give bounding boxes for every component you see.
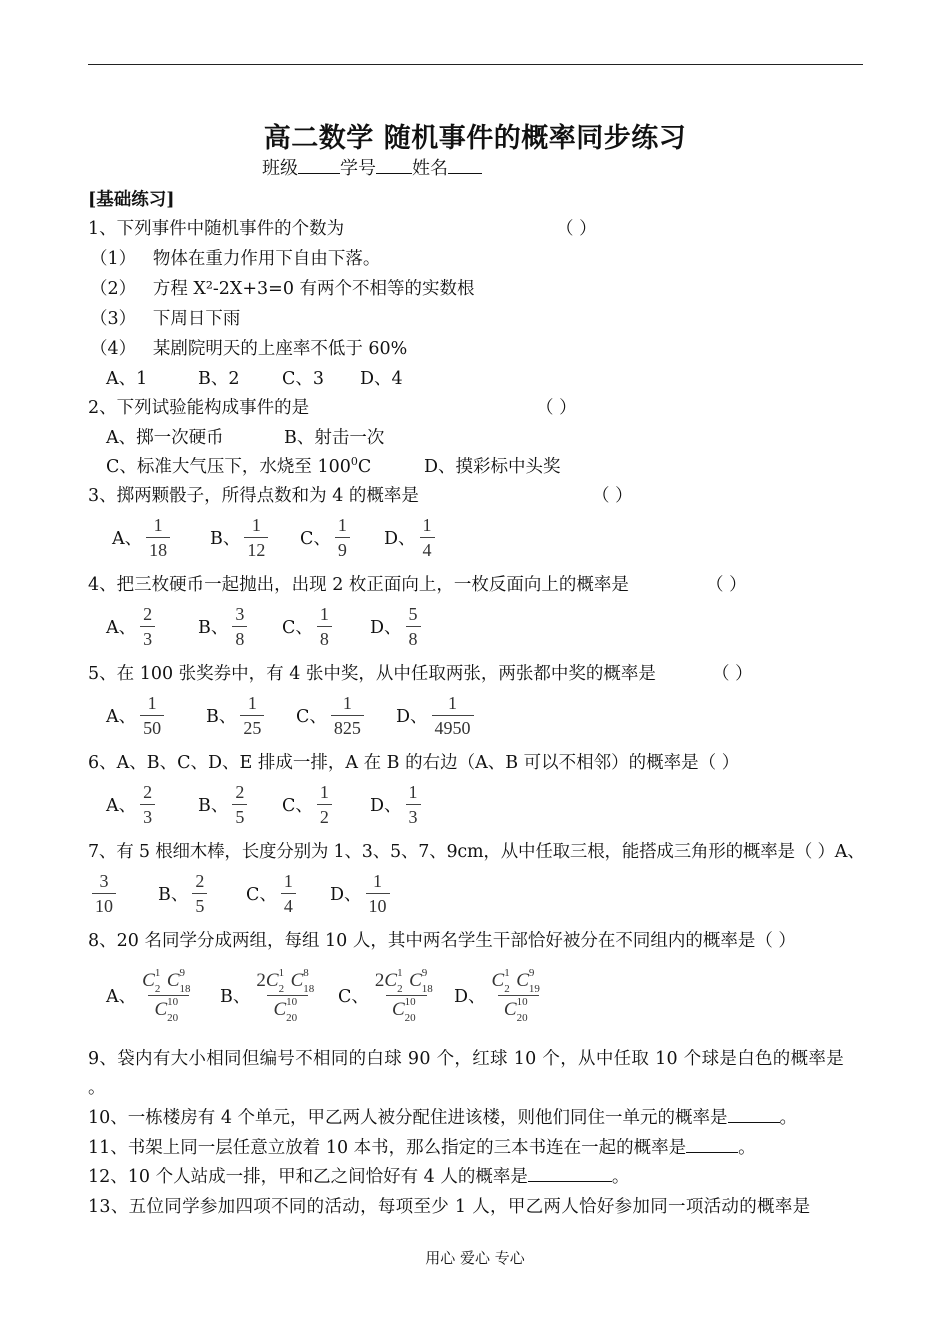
page-footer: 用心 爱心 专心 [425,1249,525,1267]
answer-paren-1[interactable]: （ ） [556,219,597,239]
q1-item-2: （2） 方程 X²-2X+3=0 有两个不相等的实数根 [90,279,475,299]
q1-item-4: （4） 某剧院明天的上座率不低于 60% [90,339,408,359]
q3-option-b[interactable]: B、 $\frac{1}{12}$ [210,510,268,564]
q1-option-c[interactable]: C、3 [282,369,325,389]
q2-option-d[interactable]: D、摸彩标中头奖 [424,457,561,477]
question-2: 2、下列试验能构成事件的是 [88,398,310,418]
question-11: 11、书架上同一层任意立放着 10 本书，那么指定的三本书连在一起的概率是 。 [88,1138,756,1158]
q2-option-a[interactable]: A、掷一次硬币 [106,428,224,448]
q8-option-c[interactable]: C、 2C 1 2 C 9 18 C 10 20 [338,966,433,1024]
answer-paren-4[interactable]: （ ） [706,575,747,595]
name-label: 姓名 [412,158,448,179]
question-6: 6、A、B、C、D、E 排成一排，A 在 B 的右边（A、B 可以不相邻）的概率是（ ） [88,753,740,773]
question-4: 4、把三枚硬币一起抛出，出现 2 枚正面向上，一枚反面向上的概率是 [88,575,629,595]
q5-option-a[interactable]: A、 $\frac{1}{50}$ [106,688,164,742]
question-5: 5、在 100 张奖券中，有 4 张中奖，从中任取两张，两张都中奖的概率是 [88,664,656,684]
q8-option-d[interactable]: D、 C 1 2 C 9 19 C 10 20 [454,966,540,1024]
q12-answer-blank[interactable] [528,1165,612,1182]
q7-option-d[interactable]: D、 $\frac{1}{10}$ [330,866,390,920]
q5-option-c[interactable]: C、 $\frac{1}{825}$ [296,688,364,742]
q6-option-b[interactable]: B、 $\frac{2}{5}$ [198,777,247,831]
q5-option-b[interactable]: B、 $\frac{1}{25}$ [206,688,264,742]
q4-option-d[interactable]: D、 $\frac{5}{8}$ [370,599,421,653]
q1-option-a[interactable]: A、1 [106,369,148,389]
q1-option-b[interactable]: B、2 [198,369,240,389]
question-8: 8、20 名同学分成两组，每组 10 人，其中两名学生干部恰好被分在不同组内的概率是（ ） [88,931,796,951]
section-heading: [基础练习] [88,190,175,210]
class-label: 班级 [262,158,298,179]
q3-option-c[interactable]: C、 $\frac{1}{9}$ [300,510,350,564]
q3-option-a[interactable]: A、 $\frac{1}{18}$ [112,510,170,564]
q8-option-b[interactable]: B、 2C 1 2 C 8 18 C 10 20 [220,966,315,1024]
class-blank[interactable] [298,157,340,174]
name-blank[interactable] [448,157,482,174]
q10-answer-blank[interactable] [728,1106,780,1123]
q6-option-c[interactable]: C、 $\frac{1}{2}$ [282,777,332,831]
answer-paren-2[interactable]: （ ） [536,398,577,418]
q7-option-a[interactable]: $\frac{3}{10}$ [88,866,116,920]
question-9: 9、袋内有大小相同但编号不相同的白球 90 个，红球 10 个，从中任取 10 个球是白色的概率是 [88,1049,845,1069]
q5-option-d[interactable]: D、 $\frac{1}{4950}$ [396,688,474,742]
q4-option-c[interactable]: C、 $\frac{1}{8}$ [282,599,332,653]
question-1: 1、下列事件中随机事件的个数为 [88,219,345,239]
q4-option-a[interactable]: A、 $\frac{2}{3}$ [106,599,155,653]
answer-paren-5[interactable]: （ ） [712,664,753,684]
page-title: 高二数学 随机事件的概率同步练习 [263,123,687,154]
q6-option-a[interactable]: A、 $\frac{2}{3}$ [106,777,155,831]
q11-answer-blank[interactable] [686,1136,738,1153]
id-blank[interactable] [376,157,412,174]
q1-item-1: （1） 物体在重力作用下自由下落。 [90,249,381,269]
q7-option-b[interactable]: B、 $\frac{2}{5}$ [158,866,207,920]
q3-option-d[interactable]: D、 $\frac{1}{4}$ [384,510,435,564]
q7-option-c[interactable]: C、 $\frac{1}{4}$ [246,866,296,920]
question-9-cont: 。 [88,1078,106,1098]
q4-option-b[interactable]: B、 $\frac{3}{8}$ [198,599,247,653]
question-12: 12、10 个人站成一排，甲和乙之间恰好有 4 人的概率是 。 [88,1167,630,1187]
question-10: 10、一栋楼房有 4 个单元，甲乙两人被分配住进该楼，则他们同住一单元的概率是 。 [88,1108,798,1128]
q1-item-3: （3） 下周日下雨 [90,309,241,329]
answer-paren-3[interactable]: （ ） [592,486,633,506]
q6-option-d[interactable]: D、 $\frac{1}{3}$ [370,777,421,831]
q8-option-a[interactable]: A、 C 1 2 C 9 18 C 10 20 [106,966,191,1024]
question-7: 7、有 5 根细木棒，长度分别为 1、3、5、7、9cm，从中任取三根，能搭成三角形的概率是（ ）A、 [88,842,865,862]
q2-option-b[interactable]: B、射击一次 [284,428,385,448]
question-13: 13、五位同学参加四项不同的活动，每项至少 1 人，甲乙两人恰好参加同一项活动的概率是 [88,1197,811,1217]
question-3: 3、掷两颗骰子，所得点数和为 4 的概率是 [88,486,419,506]
header-rule [88,64,863,65]
q1-option-d[interactable]: D、4 [360,369,403,389]
q2-option-c[interactable]: C、标准大气压下，水烧至 $100^0C$ [106,455,372,477]
id-label: 学号 [340,158,376,179]
student-info [262,154,482,180]
